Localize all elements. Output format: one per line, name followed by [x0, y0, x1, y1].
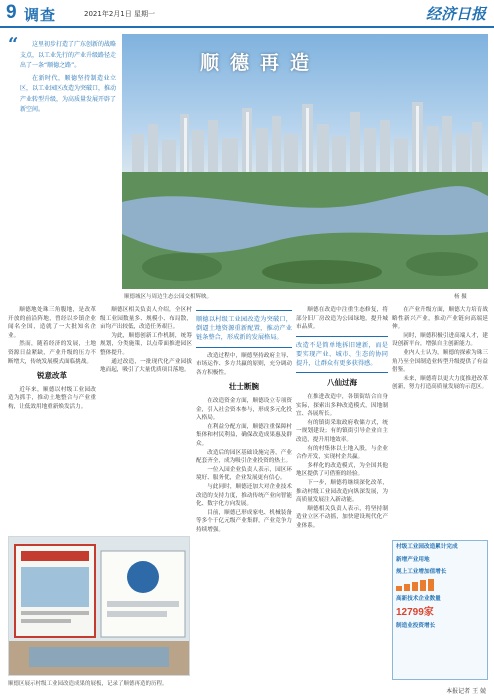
- paragraph: 通过改造，一批现代化产业园拔地而起，吸引了大量优质项目落地。: [100, 358, 192, 374]
- section-heading: 锐意改革: [37, 371, 67, 381]
- mini-bar: [428, 579, 434, 591]
- data-label: 规上工业增加值增长: [396, 569, 447, 575]
- paragraph: 与此同时，顺德还加大对企业技术改造的支持力度，推动传统产业向智能化、数字化方向发展。: [196, 483, 292, 508]
- data-item: [396, 544, 484, 552]
- river-and-park: [122, 172, 488, 289]
- author-byline: 本报记者 王 兢: [446, 688, 486, 695]
- mini-bar: [404, 584, 410, 591]
- paragraph: 同时，顺德积极引进高端人才，建设创新平台，增强自主创新能力。: [392, 332, 488, 348]
- paragraph: 为此，顺德创新工作机制，统筹规划，分类施策，以点带面推进园区整体提升。: [100, 332, 192, 356]
- city-skyline: [122, 94, 488, 174]
- paragraph: 然而，随着经济的发展，土地资源日益紧缺，产业升级的压力不断增大，传统发展模式面临挑战。: [8, 341, 96, 365]
- photo-credit: 杨 摄: [454, 294, 467, 300]
- mini-bar: [396, 586, 402, 591]
- paragraph: 在改造资金方面，顺德设立专项资金，引入社会资本参与，形成多元化投入格局。: [196, 397, 292, 422]
- data-label: 高新技术企业数量: [396, 595, 441, 602]
- exhibition-photo: [8, 536, 190, 676]
- paragraph: 有的村集体以土地入股，与企业合作开发，实现村企共赢。: [296, 445, 388, 461]
- paragraph: 改造过程中，顺德坚持政府主导、市场运作、多方共赢的原则，充分调动各方积极性。: [196, 352, 292, 376]
- paragraph: 业内人士认为，顺德的探索为珠三角乃至全国制造业转型升级提供了有益借鉴。: [392, 349, 488, 374]
- page-number: 9: [6, 2, 17, 23]
- data-value: 12799家: [396, 607, 434, 618]
- lead-paragraph: 在新时代，顺德坚持制造业立区，以工业园区改造为突破口，推动产业转型升级，为高质量发展开辟了新空间。: [20, 74, 117, 113]
- quote-mark-icon: “: [8, 34, 19, 55]
- paragraph: 多样化的改造模式，为全国其他地区提供了可借鉴的经验。: [296, 462, 388, 478]
- data-sidebar: [392, 540, 488, 680]
- pull-quote: 顺德以村级工业园改造为突破口，倒逼土地资源重新配置，推动产业链条整合，形成新的发展格局。: [196, 310, 292, 348]
- paragraph: 未来，顺德将以更大力度推进改革创新，努力打造高质量发展的示范区。: [392, 375, 488, 391]
- data-item: [396, 557, 484, 565]
- paragraph: 在产业升级方面，顺德大力培育战略性新兴产业，推动产业链向高端延伸。: [392, 307, 488, 331]
- data-item: [396, 569, 484, 591]
- paragraph: 目前，顺德已形成家电、机械装备等多个千亿元级产业集群，产业竞争力持续增强。: [196, 509, 292, 533]
- mini-bar: [420, 580, 426, 590]
- column-2: [100, 306, 192, 530]
- masthead-logo: 经济日报: [425, 5, 486, 23]
- paragraph: 有的镇街采取政府收储方式，统一规划建设；有的镇街引导企业自主改造，提升用地效率。: [296, 419, 388, 443]
- paragraph: 近年来，顺德以村级工业园改造为抓手，推动土地整合与产业重构，让低效用地重新焕发活力。: [8, 386, 96, 410]
- data-label: 新增产业用地: [396, 556, 430, 563]
- column-1: [8, 306, 96, 530]
- data-item: [396, 596, 484, 619]
- paragraph: 一位入园企业负责人表示，园区环境好、服务优，企业发展更有信心。: [196, 466, 292, 482]
- lead-paragraph: 这里初步打造了广东创新的战略支点，以工业先行的产业升级路径走出了一条“顺德之路”。: [20, 41, 117, 69]
- paragraph: 顺德相关负责人表示，将坚持制造业立区不动摇，加快建设现代化产业体系。: [296, 505, 388, 529]
- page-header: [0, 0, 494, 28]
- column-4: [296, 306, 388, 694]
- paragraph: 顺德在改造中注重生态修复，将部分旧厂房改造为公园绿地，提升城市品质。: [296, 307, 388, 331]
- hero-caption: 顺德城区与周边生态公园交相辉映。: [124, 294, 213, 300]
- pull-quote: 改造不是简单地拆旧建新，而是要实现产业、城市、生态的协同提升，让群众有更多获得感。: [296, 336, 388, 374]
- paragraph: 在利益分配方面，顺德注重保障村集体和村民利益，确保改造成果惠及群众。: [196, 423, 292, 447]
- exhibition-boards-illustration: [9, 537, 190, 676]
- mini-bar: [412, 582, 418, 590]
- mini-bar-chart: [396, 579, 484, 591]
- column-3: [196, 306, 292, 694]
- section-title: 调查: [24, 6, 57, 24]
- photo-caption: 顺德区展示村级工业园改造成果的展板，记录了顺德再造的历程。: [8, 681, 168, 687]
- lead-paragraphs: [20, 40, 116, 118]
- paragraph: 在推进改造中，各镇街结合自身实际，探索出多种改造模式，因地制宜、各展所长。: [296, 393, 388, 418]
- paragraph: 下一步，顺德将继续深化改革，推动村级工业园改造向纵深发展，为高质量发展注入新动能。: [296, 479, 388, 504]
- section-heading: 八仙过海: [327, 378, 357, 388]
- column-5: [392, 306, 488, 534]
- issue-date: 2021年2月1日 星期一: [84, 10, 155, 18]
- section-heading: 壮士断腕: [229, 382, 259, 392]
- hero-photo: [122, 34, 488, 289]
- data-label: 制造业投资增长: [396, 623, 436, 629]
- paragraph: 改造后的园区基础设施完善，产业配套齐全，成为吸引企业投资的热土。: [196, 449, 292, 465]
- data-label: 村级工业园改造累计完成: [396, 544, 458, 550]
- paragraph: 顺德区相关负责人介绍，全区村级工业园数量多、规模小、布局散，亩均产出较低，改造任务艰巨。: [100, 307, 192, 331]
- hero-title: 顺德再造: [200, 52, 321, 74]
- data-item: [396, 623, 484, 631]
- paragraph: 顺德地处珠三角腹地，是改革开放的前沿阵地，曾经以乡镇企业闻名全国，造就了一大批知名企业。: [8, 307, 96, 339]
